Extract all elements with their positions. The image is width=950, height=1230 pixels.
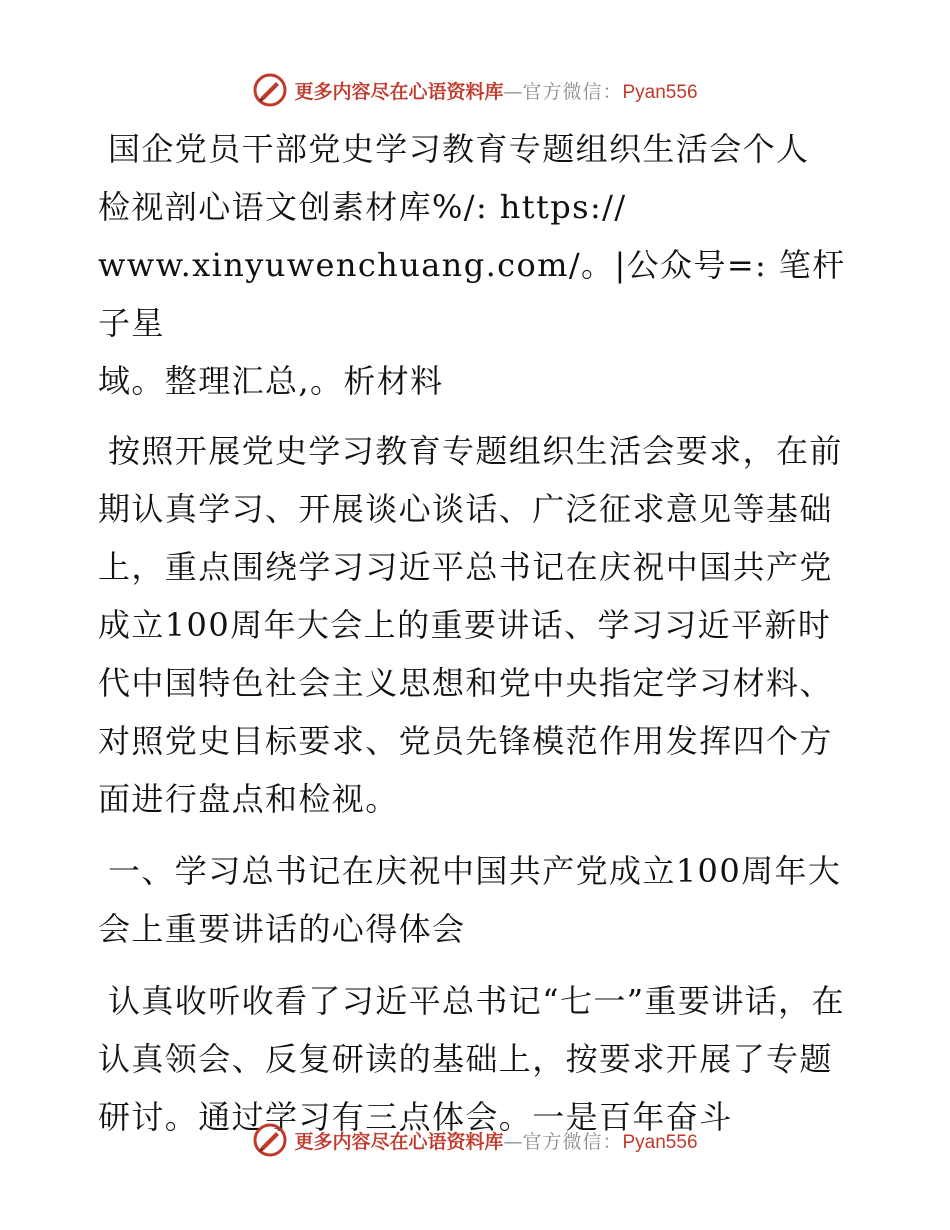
banner-wechat-id: Pyan556 xyxy=(622,81,698,103)
intro-paragraph: 按照开展党史学习教育专题组织生活会要求，在前期认真学习、开展谈心谈话、广泛征求意见等基础上，重点围绕学习习近平总书记在庆祝中国共产党成立100周年大会上的重要讲话、学习习近平新时代中国特色社会主义思想和党中央指定学习材料、对照党史目标要求、党员先锋模范作用发挥四个方面进行盘点和检视。 xyxy=(98,432,843,818)
body-paragraph: 认真收听收看了习近平总书记“七一”重要讲话，在认真领会、反复研读的基础上，按要求开展了专题研讨。通过学习有三点体会。一是百年奋斗 xyxy=(98,982,845,1136)
header-banner xyxy=(0,68,950,112)
banner-text xyxy=(294,1127,697,1154)
title-line: www.xinyuwenchuang.com/。|公众号=: 笔杆子星 xyxy=(98,246,846,342)
banner-brand: 更多内容尽在心语资料库 xyxy=(294,1130,504,1153)
section-heading: 一、学习总书记在庆祝中国共产党成立100周年大会上重要讲话的心得体会 xyxy=(98,852,842,948)
banner-wechat-id: Pyan556 xyxy=(622,1131,698,1153)
pen-emblem-icon xyxy=(252,1122,288,1158)
banner-wechat-label: 官方微信： xyxy=(522,1130,623,1153)
banner-dash: — xyxy=(503,1130,523,1153)
banner-dash: — xyxy=(503,80,523,103)
banner-wechat-label: 官方微信： xyxy=(522,80,623,103)
footer-banner xyxy=(0,1118,950,1162)
banner-brand: 更多内容尽在心语资料库 xyxy=(294,80,504,103)
document-title xyxy=(98,120,850,410)
title-line: 检视剖心语文创素材库%/: https:// xyxy=(98,188,627,226)
pen-emblem-icon xyxy=(252,72,288,108)
title-line: 国企党员干部党史学习教育专题组织生活会个人 xyxy=(108,130,810,168)
title-line: 域。整理汇总,。析材料 xyxy=(98,362,444,400)
banner-text xyxy=(294,77,697,104)
document-body xyxy=(98,120,850,1160)
